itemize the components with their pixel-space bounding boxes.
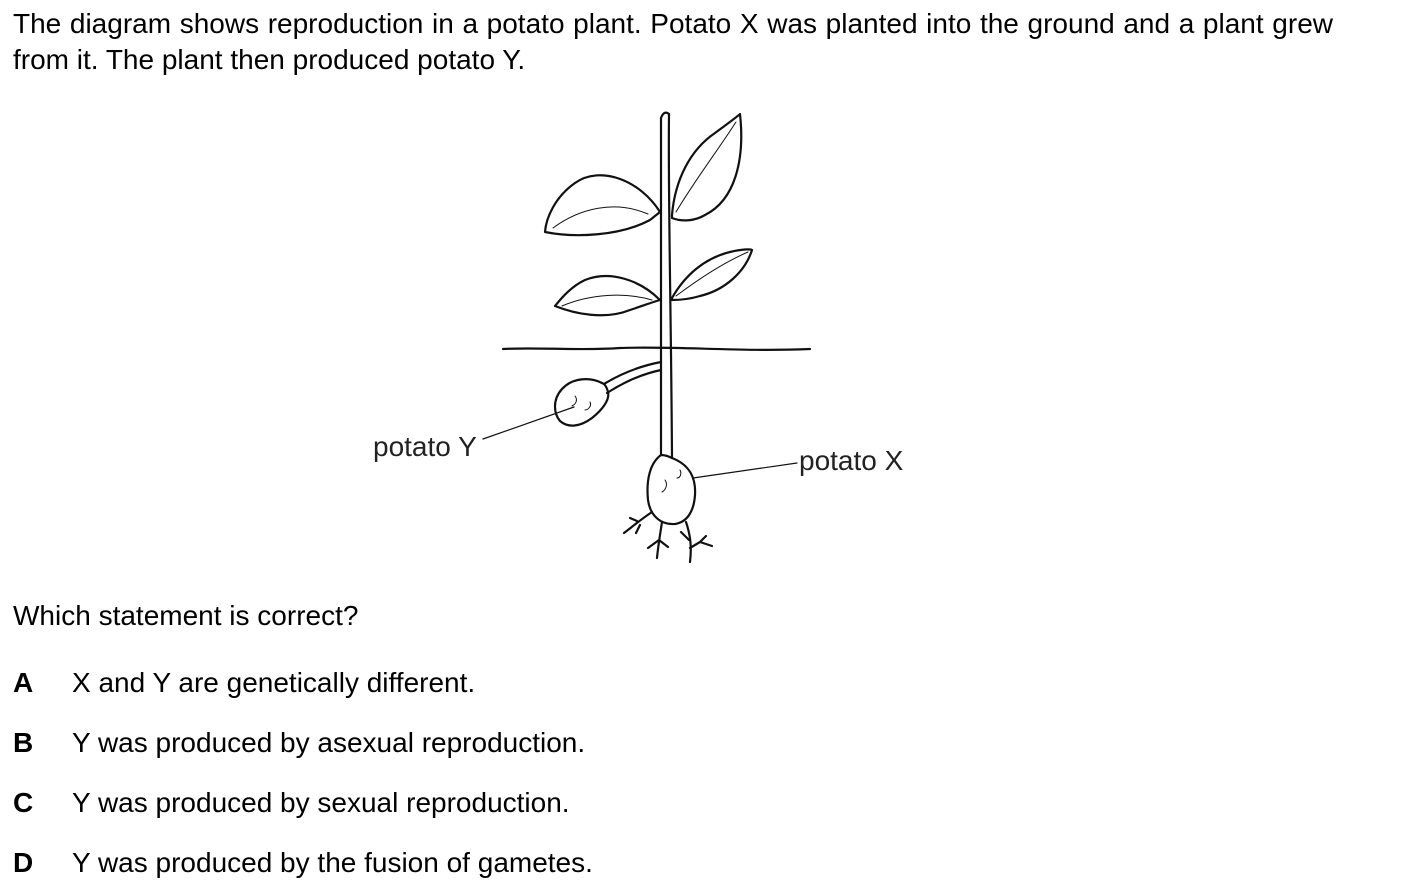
leader-potato-y bbox=[483, 407, 574, 439]
option-text: X and Y are genetically different. bbox=[72, 667, 476, 698]
label-potato-y: potato Y bbox=[373, 431, 477, 462]
stem-outline bbox=[669, 114, 672, 458]
leaf-lower-right bbox=[672, 249, 752, 300]
option-text: Y was produced by asexual reproduction. bbox=[72, 727, 586, 758]
leaf-upper-right bbox=[672, 114, 741, 220]
option-letter: B bbox=[13, 727, 34, 758]
stem-tip bbox=[661, 113, 669, 118]
option-text: Y was produced by the fusion of gametes. bbox=[72, 847, 593, 878]
label-potato-x: potato X bbox=[799, 445, 904, 476]
leaf-upper-left bbox=[545, 175, 660, 235]
roots bbox=[624, 512, 712, 562]
question-prompt: Which statement is correct? bbox=[13, 600, 359, 631]
potato-x bbox=[648, 455, 696, 524]
option-letter: A bbox=[13, 667, 34, 698]
stolon bbox=[604, 362, 661, 384]
potato-y bbox=[555, 379, 608, 425]
option-letter: D bbox=[13, 847, 34, 878]
option-text: Y was produced by sexual reproduction. bbox=[72, 787, 570, 818]
stem bbox=[661, 118, 662, 455]
question-intro: The diagram shows reproduction in a potato plant. Potato X was planted into the ground and a plant grew from it. The plant then produced potato Y. bbox=[13, 8, 1333, 75]
leaf-lower-left bbox=[555, 276, 660, 315]
option-letter: C bbox=[13, 787, 34, 818]
ground-line bbox=[503, 348, 810, 350]
leader-potato-x bbox=[693, 463, 797, 478]
